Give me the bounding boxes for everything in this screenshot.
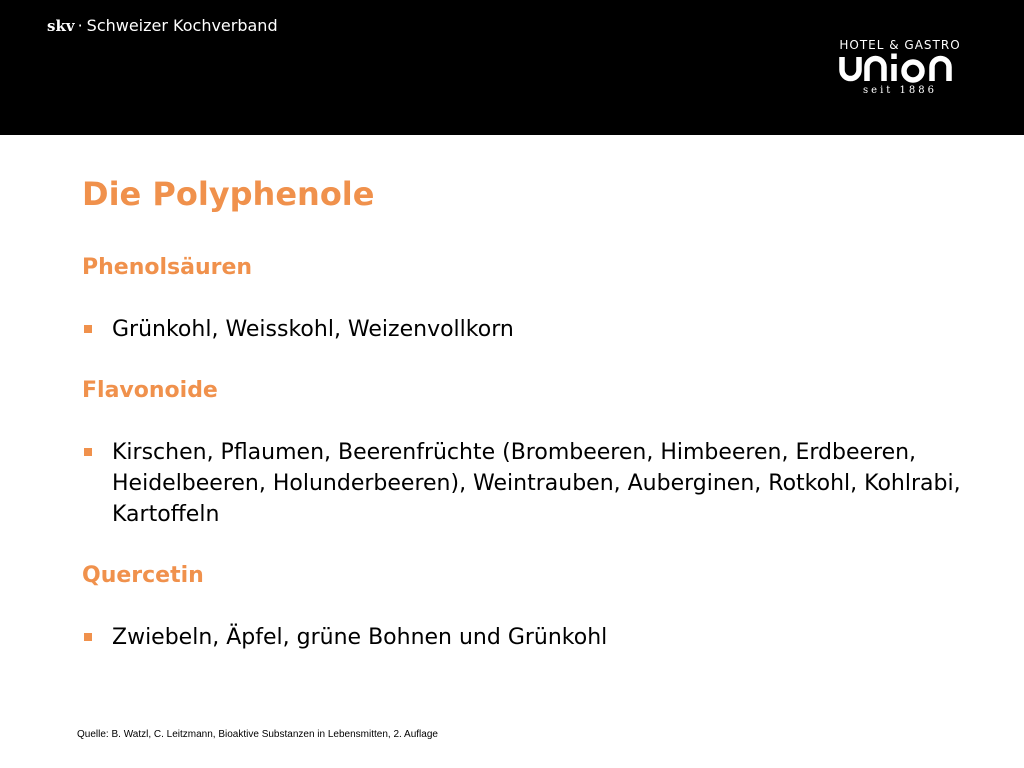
slide-title: Die Polyphenole (82, 175, 375, 213)
brand-name: Schweizer Kochverband (86, 16, 278, 35)
header-bar (0, 0, 1024, 135)
union-wordmark-icon (839, 53, 961, 83)
section-heading-quercetin: Quercetin (82, 563, 204, 588)
source-citation: Quelle: B. Watzl, C. Leitzmann, Bioaktive Substanzen in Lebensmitten, 2. Auflage (77, 729, 438, 740)
bullet-square-icon (84, 633, 92, 641)
bullet-item (82, 314, 962, 345)
bullet-item (82, 622, 962, 653)
hotel-gastro-union-logo (830, 38, 970, 97)
brand-separator: · (77, 16, 83, 35)
section-heading-flavonoide: Flavonoide (82, 378, 218, 403)
logo-top-text: HOTEL & GASTRO (839, 38, 961, 52)
skv-abbreviation: skv (47, 17, 75, 35)
bullet-text: Kirschen, Pflaumen, Beerenfrüchte (Brombeeren, Himbeeren, Erdbeeren, Heidelbeeren, Holunderbeeren), Weintrauben, Auberginen, Rotkohl, Kohlrabi, Kartoffeln (112, 440, 961, 527)
bullet-square-icon (84, 448, 92, 456)
bullet-text: Grünkohl, Weisskohl, Weizenvollkorn (112, 317, 514, 342)
bullet-square-icon (84, 325, 92, 333)
bullet-text: Zwiebeln, Äpfel, grüne Bohnen und Grünkohl (112, 625, 608, 650)
section-heading-phenolsaeuren: Phenolsäuren (82, 255, 253, 280)
bullet-item (82, 437, 962, 530)
logo-since-text: seit 1886 (863, 85, 937, 96)
skv-brand (47, 15, 278, 37)
slide-content (82, 253, 962, 684)
